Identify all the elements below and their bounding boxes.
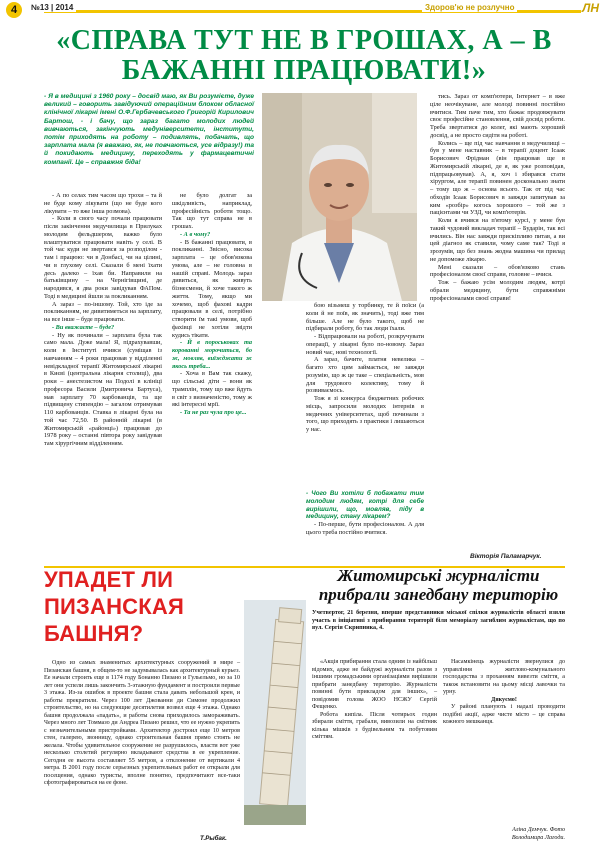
interview-question: - Ви вважаєте – буде? <box>52 323 115 331</box>
paragraph: Коли я вчився на п'ятому курсі, у мене був такий чудовий викладач терапії – Бударін, так всі вчились. Він нас завжди прискіпливо питав, а ви цей діагноз як ставили, чому саме так? Тоді я зрозумів, що без знань жодна машина чи прилад не допоможе лікарю. <box>430 217 565 263</box>
zhytomyr-signature: Аліна Демчук. Фото Володимира Лагоди. <box>511 827 565 841</box>
paragraph: «Акція прибирання стала одним із найбільш відомих, адже не байдужі журналісти разом з іншими громадськими організаціями вирішили прибрати занедбану територію. Журналісти повинні бути прикладом для інших», – повідомив голова ЖОО НСЖУ Сергій Фещенко. <box>312 659 437 710</box>
paragraph: А зараз, бачите, платня невелика – багато хто цим займається, не завжди розумію, що ж це таке – спеціальність, мов для трудового колективу, тому й розвиваємось. <box>306 356 424 395</box>
paragraph: Тож – бажаю усім молодим людям, котрі обрали медицину, бути справжніми професіоналами своєї справи! <box>430 279 565 302</box>
paragraph: Одно из самых знаменитых архитектурных сооружений в мире – Пизанская башня, в общем-то не задумывалась как архитектурный курьез. Ее начали строить еще в 1174 году Бонанно Пизано и Гульельмо, но за 10 лет они успели лишь закончить 3-этажную фундамент и построили первые 3 этажа. Из-за ошибок в проекте башня стала давать небольшой крен, и работы прекратили. Через 100 лет Джованни ди Симоне продолжил строительство, но на следующие десятилетия возвел еще 4 этажа. Однако башня продолжала «падать», и работы снова приходилось замораживать. Через много лет Томмазо ди Андреа Пизано решил, что ее нужно укрепить с незначительными пристройками. Архитектор достроил еще 10 метров стен, галерею, звонницу, однако строительная башня прямо стоять не желала. Чтобы удивительное сооружение не разрушилось, власти вот уже несколько столетий регулярно вкладывают средства в ее укрепление. Сегодня ее высота составляет 55 метров, а отклонение от вертикали 4 метра. В 2001 году после серьезных укрепительных работ ее открыли для посещения, однако туристы, вполне понятно, предпочитают все-таки сфотографироваться на ее фоне. <box>44 660 240 786</box>
page-number: 4 <box>6 2 22 18</box>
paragraph: - Відпрацювали на роботі, розкручувати операції, у лікарні було по-новому. Зараз новий час, нові технології. <box>306 333 424 356</box>
zhytomyr-column-1 <box>312 659 437 742</box>
pisa-body <box>44 660 240 788</box>
paragraph: Колись – ще під час навчання в медучилищі – був у мене наставник – в терапії доцент Ісаак Борисович Фрідман (він працював ще в Житомирській лікарні, де я, як уже розповідав, підпрацьовував). А, я, хоч і збирався стати хірургом, але терапії повинен досконально знати – тому що ж – основа всього. Так от під час обходів Ісаак Борисович в завжди запитував за ким «розбір» когось хорошого – той же з пацієнтами чи УЗД, чи комп'ютерів. <box>430 139 565 217</box>
paragraph: Робота кипіла. Після чотирьох годин збирали сміття, грабали, вивозили на смітник кілька мішків з будівельним та побутовим сміттям. <box>312 711 437 740</box>
main-lead: - Я в медицині з 1960 року – досвід маю, як Ви розумієте, дуже великий – говорить завідуючий операційним блоком обласної клінічної лікарні імені О.Ф.Гербачевського Григорій Кирилович Бартош, - і бачу, що зараз багато молодих людей вивчаються, закінчують медуніверситети, інститути, потім приходять на роботу – подивлять, побачать, що зарплата мала (я вважаю, як, не повчаються, усе відразу!) та й покидають медицину, переходять у фармацевтичні компанії. Це – справжня біда! <box>44 93 254 166</box>
interview-question: - Та не раз чула про це... <box>180 409 247 416</box>
paragraph: - По-перше, бути професіоналом. А для цього треба постійно вчитися. <box>306 521 424 536</box>
doctor-photo <box>262 93 417 301</box>
pisa-author: Т.Рыбак. <box>200 835 227 842</box>
paragraph: У районі планують і надалі проводити подібні акції, адже чисте місто – це справа кожного мешканця. <box>443 704 565 725</box>
pisa-headline: УПАДЕТ ЛИ ПИЗАНСКАЯ БАШНЯ? <box>44 567 184 646</box>
paragraph: Тож я зі конкурса бюджетних робочих місць, запросили молодих інтернів в медичних університетах, щоб починали з того, що приходять з практики і лишаються у нас. <box>306 395 424 433</box>
paragraph: - Ну як починали – зарплата була так само мала. Дуже мала! Я, підрахувавши, коли в Інституті вчився (суміщав із навчанням – 4 роки працював у відділенні невідкладної терапії Житомирської лікарні в Києві (центральна лікарня столиці), два роки – анестезистом на Подолі в клініці професора Васили Дмитровича Бартуса), мав зарплату 70 карбованців, та ще підвищену стипендію – загалом отримував 110 карбованців. Ставка в лікарні була на той час 72,50. В районній лікарні (в Житомирській «районці») працював до 1978 року – останні півтора року завідував там хірургічним відділенням. <box>44 331 162 447</box>
pisa-tower-photo <box>244 600 306 825</box>
zhytomyr-headline: Житомирські журналісти прибрали занедбану територію <box>318 566 559 604</box>
main-column-4 <box>430 93 565 302</box>
issue-number: №13 | 2014 <box>28 3 76 12</box>
paragraph: не було долгат за шкідливість, наприклад, професійність роботи тощо. Так що тут справа не в грошах. <box>172 192 252 230</box>
paper-logo: ЛН <box>582 1 599 15</box>
paragraph: - А по селах тим часом що трохи – та й не буде кому лікувати (що не буде кого лікувати – то вже інша розмова). <box>44 192 162 215</box>
zhytomyr-lead: Учетвертог, 21 березня, вперше представники міської спілки журналістів області взяли участь в ініціативі з прибирання території біля меморіалу загиблим журналістам, що по вул. Сергія Скрипника, 4. <box>312 610 565 631</box>
paragraph: - Хоча в Вам так скажу, що сільські діти – вони як трамплін, тому що вже йдуть в світ з визначеністю, тому ж які інтересні мрії. <box>172 370 252 409</box>
paragraph: А зараз – по-іншому. Той, хто іде за покликанням, не дивитиметься на зарплату, на все інше – буде працювати. <box>44 300 162 323</box>
interview-question: - А в чому? <box>180 230 211 238</box>
main-signature: Вікторія Паламарчук. <box>470 553 542 560</box>
paragraph: Мені сказали – обов'язково стань професіоналом своєї справи, головне – вчися. <box>430 263 565 279</box>
page-header <box>0 0 603 20</box>
section-label: Здоров'ю не розлучно <box>422 3 517 12</box>
paragraph: тись. Зараз от комп'ютери, Інтернет – в вже ціле неочікуване, але молоді повинні постійно вчитися. Тим паче тим, хто бажає продовжувати своє професійне становлення, свій досвід роботи. Треба звертатися до колег, які мають хороший досвід, а не просто сидіти на роботі. <box>430 93 565 139</box>
paragraph: Дякуємо! <box>491 696 517 703</box>
interview-question: - Й в пороськовах та корованні морочиться, бо ж, мовляв, виїжджати ж якось треба... <box>172 339 252 370</box>
pull-quote <box>306 490 424 537</box>
paragraph: - Коли в свого часу почали працювати після закінчення медучилища в Прилуках молодим фельдшером, важко було влаштуватися працювати навіть у селі. В той час куди не звертався за розподілом - там і працюю: чи в Донбасі, чи на цілині, чи в глухому селі. Сказали б мені їхати десь далеко – їхав би. Направили на батьківщину – на Чернігівщині, де народився, я два роки завідував ФАПом. Тоді в медицині йшли за покликанням. <box>44 215 162 300</box>
main-column-3 <box>306 302 424 434</box>
paragraph: бою візьмеш у торбинку, те й поїси (а коли й не поїв, як значить), тоді вже тим більше. Але не було такого, щоб не підбирали роботу, бо так люди їхали. <box>306 302 424 333</box>
zhytomyr-column-2 <box>443 659 565 727</box>
main-column-1 <box>44 192 162 448</box>
paragraph: Насамкінець журналісти звернулися до управління житлово-комунального господарства з проханням вивезти сміття, а також встановити на цьому місці лавочки та урну. <box>443 659 565 695</box>
paragraph: - В бажанні працювати, в покликанні. Звісно, висока зарплата – це обов'язкова умова, але – не головна в нашій справі. Молодь зараз дивиться, як живуть бізнесмени, й хоче такого ж життя. Тому, якщо ми хочемо, щоб фахові кадри працювали в селі, потрібно створити їм такі умови, щоб фахівці не хотіли звідти кудись тікати. <box>172 238 252 339</box>
main-headline: «СПРАВА ТУТ НЕ В ГРОШАХ, А – В БАЖАННІ ПРАЦЮВАТИ!» <box>56 25 552 86</box>
pull-quote-text: - Чого Ви хотіли б побажати тим молодим людям, котрі для себе вирішили, що, мовляв, піду в медицину, стану лікарем? <box>306 490 424 521</box>
main-column-2 <box>172 192 252 417</box>
